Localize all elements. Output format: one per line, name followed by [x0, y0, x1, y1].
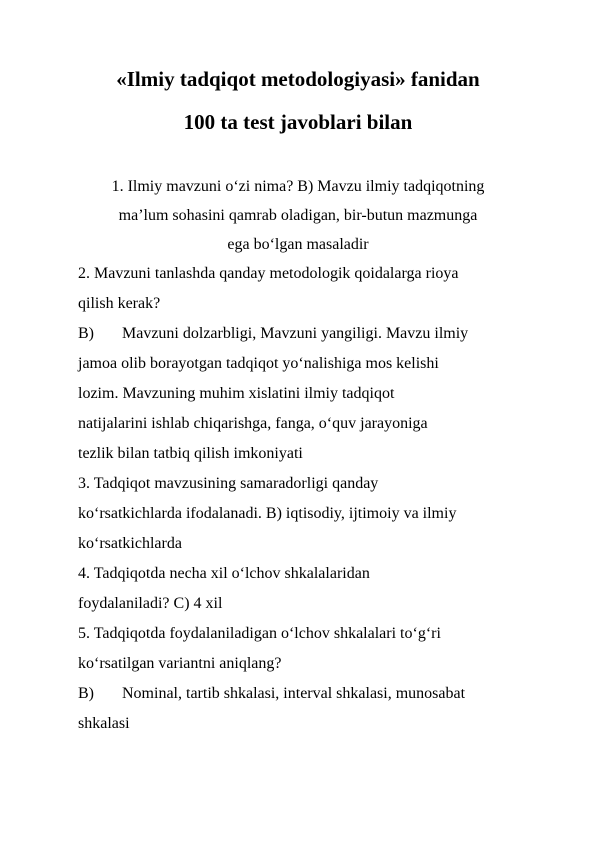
- question-1-line-1: 1. Ilmiy mavzuni oʻzi nima? B) Mavzu ilmiy tadqiqotning: [111, 178, 485, 195]
- question-2-answer-line-5: tezlik bilan tatbiq qilish imkoniyati: [78, 445, 303, 462]
- question-5-line-1: 5. Tadqiqotda foydalaniladigan oʻlchov shkalalari toʻgʻri: [78, 625, 441, 642]
- question-5-line-2: koʻrsatilgan variantni aniqlang?: [78, 655, 282, 672]
- answer-text: Mavzuni dolzarbligi, Mavzuni yangiligi. Mavzu ilmiy: [122, 325, 469, 342]
- question-2-answer-line-4: natijalarini ishlab chiqarishga, fanga, oʻquv jarayoniga: [78, 415, 428, 432]
- question-4-line-1: 4. Tadqiqotda necha xil oʻlchov shkalalaridan: [78, 565, 370, 582]
- document-title-line-1: «Ilmiy tadqiqot metodologiyasi» fanidan: [116, 67, 480, 91]
- question-2-answer-line-1: [78, 326, 468, 342]
- question-5-answer-line-2: shkalasi: [78, 715, 130, 732]
- question-1-line-3: ega boʻlgan masaladir: [227, 236, 369, 253]
- answer-marker: B): [78, 325, 94, 342]
- question-3-line-2: koʻrsatkichlarda ifodalanadi. B) iqtisodiy, ijtimoiy va ilmiy: [78, 505, 457, 522]
- question-1-line-2: maʼlum sohasini qamrab oladigan, bir-butun mazmunga: [118, 207, 478, 224]
- question-4-line-2: foydalaniladi? C) 4 xil: [78, 595, 223, 612]
- question-3-line-1: 3. Tadqiqot mavzusining samaradorligi qanday: [78, 475, 379, 492]
- answer-text: Nominal, tartib shkalasi, interval shkalasi, munosabat: [122, 685, 466, 702]
- question-2-answer-line-3: lozim. Mavzuning muhim xislatini ilmiy tadqiqot: [78, 385, 395, 402]
- question-2-line-1: 2. Mavzuni tanlashda qanday metodologik qoidalarga rioya: [78, 265, 459, 282]
- question-5-answer-line-1: [78, 686, 465, 702]
- answer-marker: B): [78, 685, 94, 702]
- document-title-line-2: 100 ta test javoblari bilan: [183, 110, 413, 134]
- question-2-line-2: qilish kerak?: [78, 295, 161, 312]
- question-3-line-3: koʻrsatkichlarda: [78, 535, 182, 552]
- question-2-answer-line-2: jamoa olib borayotgan tadqiqot yoʻnalishiga mos kelishi: [78, 355, 439, 372]
